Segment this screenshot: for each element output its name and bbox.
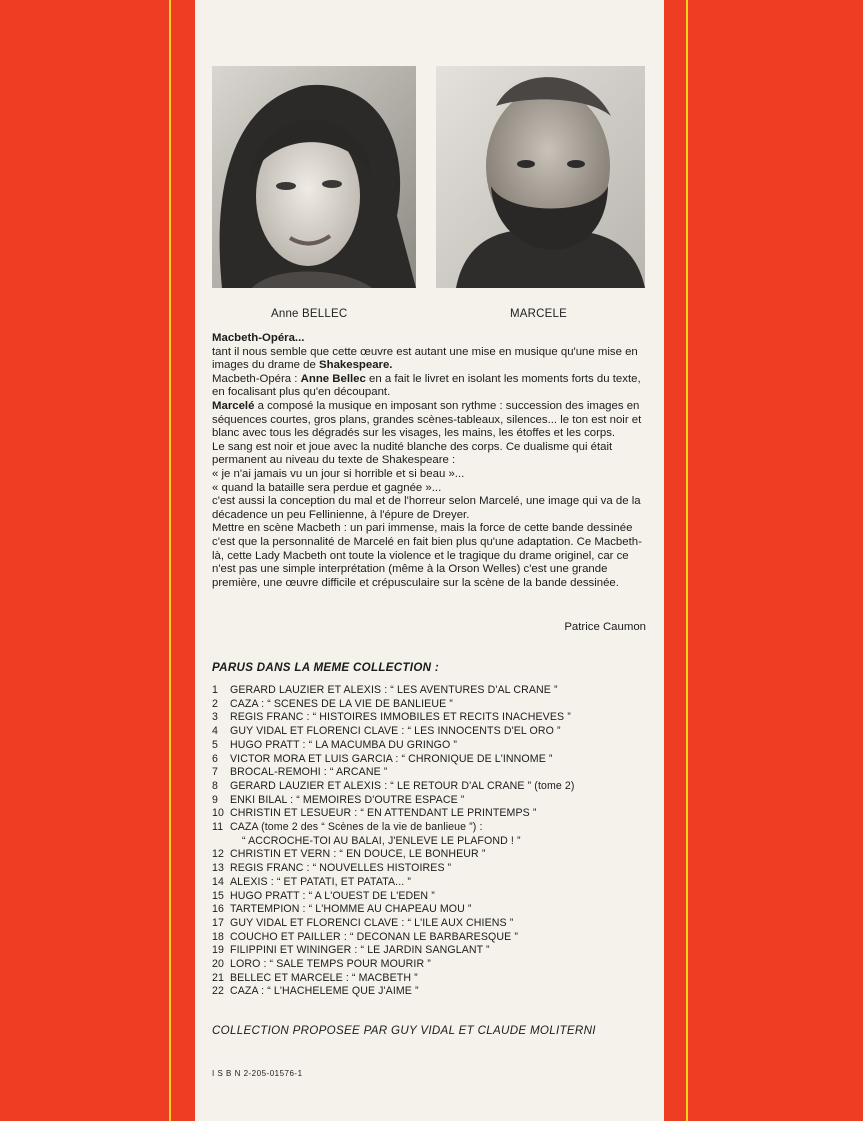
portrait-photo-woman-icon [212,66,416,288]
list-item-number: 6 [212,752,218,765]
paragraph-2-text: en a fait le livret en isolant les moments forts du texte, en focalisant plus qu'en découpant. [212,372,641,399]
paragraph-2-bold: Anne Bellec [300,372,366,385]
list-item-text: HUGO PRATT : “ LA MACUMBA DU GRINGO ” [230,738,457,751]
list-item-number: 3 [212,711,218,724]
paragraph-2-lead: Macbeth-Opéra : [212,372,301,385]
portrait-photo-anne-bellec [212,66,416,288]
paragraph-1-bold: Shakespeare. [319,359,393,372]
list-item-number: 21 [212,971,224,984]
list-item [212,739,652,753]
list-item-text: LORO : “ SALE TEMPS POUR MOURIR ” [230,958,431,971]
list-item-text: GERARD LAUZIER ET ALEXIS : “ LES AVENTURES D'AL CRANE ” [230,684,558,696]
list-item [212,862,652,876]
list-item-number: 4 [212,725,218,738]
list-item [212,684,652,698]
list-item [212,972,652,986]
list-item-text: HUGO PRATT : “ A L'OUEST DE L'EDEN ” [230,889,435,902]
list-item-text: CHRISTIN ET VERN : “ EN DOUCE, LE BONHEUR ” [230,848,486,861]
list-item-number: 13 [212,862,224,875]
list-item-number: 2 [212,697,218,710]
list-item-number: 9 [212,793,218,806]
paragraph-3-text: a composé la musique en imposant son rythme : succession des images en séquences courtes, gros plans, grandes scènes-tableaux, silences... le ton est noir et blanc avec tous les dégradés sur les visages, les mains, les étoffes et les corps. [212,399,642,440]
list-item-number: 10 [212,807,224,820]
list-item-text: REGIS FRANC : “ NOUVELLES HISTOIRES ” [230,862,452,875]
list-item-number: 17 [212,916,224,929]
list-item-continuation [212,835,652,849]
list-item [212,917,652,931]
collection-title: PARUS DANS LA MEME COLLECTION : [212,661,439,674]
list-item-number: 5 [212,738,218,751]
isbn-number: I S B N 2-205-01576-1 [212,1069,303,1078]
list-item [212,944,652,958]
red-border-right [664,0,863,1121]
list-item-number: 20 [212,958,224,971]
list-item-number: 19 [212,944,224,957]
list-item [212,821,652,835]
list-item-text: CAZA (tome 2 des “ Scènes de la vie de banlieue ”) : [230,821,483,834]
list-item-number: 11 [212,821,224,834]
list-item-text: FILIPPINI ET WININGER : “ LE JARDIN SANGLANT ” [230,944,490,957]
list-item-text: ENKI BILAL : “ MEMOIRES D'OUTRE ESPACE ” [230,793,465,806]
portrait-photo-bearded-man-icon [436,66,645,288]
list-item-text: GERARD LAUZIER ET ALEXIS : “ LE RETOUR D'AL CRANE ” (tome 2) [230,779,575,792]
list-item [212,876,652,890]
list-item [212,698,652,712]
photo-caption-left: Anne BELLEC [271,308,348,320]
list-item-text: GUY VIDAL ET FLORENCI CLAVE : “ LES INNOCENTS D'EL ORO ” [230,725,561,738]
red-border-left [0,0,195,1121]
list-item-text: ALEXIS : “ ET PATATI, ET PATATA... ” [230,875,411,888]
portrait-photo-marcele [436,66,645,288]
list-item-number: 7 [212,766,218,779]
collection-list [212,684,652,999]
list-item-text: GUY VIDAL ET FLORENCI CLAVE : “ L'ILE AUX CHIENS ” [230,916,514,929]
paragraph-4: Le sang est noir et joue avec la nudité blanche des corps. Ce dualisme qui était permanent au niveau du texte de Shakespeare : [212,440,613,467]
list-item [212,766,652,780]
list-item-text: CAZA : “ SCENES DE LA VIE DE BANLIEUE ” [230,697,453,710]
collection-credit: COLLECTION PROPOSEE PAR GUY VIDAL ET CLAUDE MOLITERNI [212,1024,596,1037]
paragraph-1 [212,346,647,373]
list-item-number: 8 [212,779,218,792]
yellow-stripe-left [169,0,171,1121]
list-item [212,794,652,808]
list-item [212,753,652,767]
photo-caption-right: MARCELE [510,308,567,320]
list-item-text: TARTEMPION : “ L'HOMME AU CHAPEAU MOU ” [230,903,472,916]
list-item [212,780,652,794]
paragraph-3-bold: Marcelé [212,399,255,412]
paragraph-1-text: tant il nous semble que cette œuvre est autant une mise en musique qu'une mise en images du drame de [212,345,638,372]
article-text [212,332,647,590]
list-item-number: 15 [212,889,224,902]
list-item-number: 22 [212,985,224,998]
list-item-number: 1 [212,684,218,696]
list-item [212,890,652,904]
list-item-text: REGIS FRANC : “ HISTOIRES IMMOBILES ET RECITS INACHEVES ” [230,711,571,724]
list-item [212,807,652,821]
list-item-text: CHRISTIN ET LESUEUR : “ EN ATTENDANT LE PRINTEMPS ” [230,807,537,820]
yellow-stripe-right [686,0,688,1121]
list-item-text: CAZA : “ L'HACHELEME QUE J'AIME ” [230,985,419,998]
list-item-number: 18 [212,930,224,943]
back-cover-panel [195,0,664,1121]
list-item [212,985,652,999]
list-item [212,903,652,917]
article-heading: Macbeth-Opéra... [212,332,305,344]
list-item-number: 12 [212,848,224,861]
list-item-text: BROCAL-REMOHI : “ ARCANE ” [230,766,388,779]
list-item [212,958,652,972]
paragraph-5: c'est aussi la conception du mal et de l'horreur selon Marcelé, une image qui va de la décadence un peu Fellinienne, à l'épure de Dreyer. [212,495,641,521]
list-item [212,711,652,725]
article-signature: Patrice Caumon [564,621,646,633]
list-item [212,931,652,945]
list-item-text: BELLEC ET MARCELE : “ MACBETH ” [230,971,418,984]
list-item [212,725,652,739]
quote-1: « je n'ai jamais vu un jour si horrible et si beau »... [212,467,465,480]
paragraph-3 [212,400,647,441]
list-item-text: VICTOR MORA ET LUIS GARCIA : “ CHRONIQUE DE L'INNOME ” [230,752,553,765]
list-item [212,848,652,862]
list-item-text: COUCHO ET PAILLER : “ DECONAN LE BARBARESQUE ” [230,930,518,943]
list-item-text: “ ACCROCHE-TOI AU BALAI, J'ENLEVE LE PLAFOND ! ” [242,834,521,847]
list-item-number: 16 [212,903,224,916]
quote-2: « quand la bataille sera perdue et gagnée »... [212,481,442,494]
paragraph-2 [212,373,647,400]
list-item-number: 14 [212,875,224,888]
paragraph-6: Mettre en scène Macbeth : un pari immense, mais la force de cette bande dessinée c'est que la personnalité de Marcelé en fait bien plus qu'une adaptation. Ce Macbeth-là, cette Lady Macbeth ont toute la violence et le tragique du drame originel, car ce n'est pas une simple interprétation (même à la Orson Welles) c'est une grande première, une œuvre difficile et crépusculaire sur la scène de la bande dessinée. [212,522,642,589]
